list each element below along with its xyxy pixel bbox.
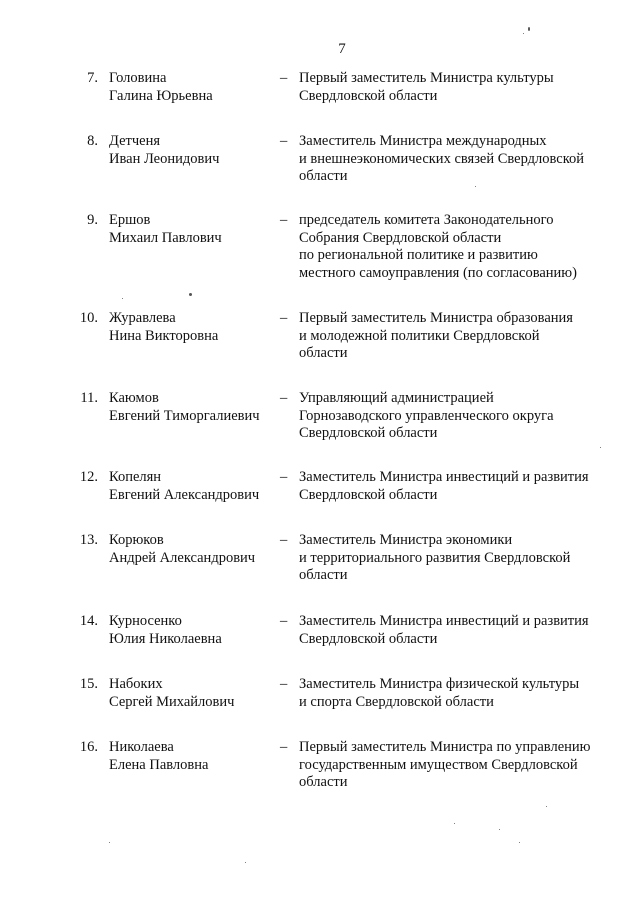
- given-names: Андрей Александрович: [109, 549, 256, 566]
- position-line: по региональной политике и развитию: [299, 247, 538, 263]
- given-names: Елена Павловна: [109, 756, 209, 773]
- person-name: [109, 212, 279, 247]
- scan-speck: [523, 33, 524, 34]
- position-line: и молодежной политики Свердловской: [299, 327, 540, 344]
- position-title: [299, 613, 629, 648]
- person-name: [109, 390, 279, 425]
- position-title: [299, 133, 629, 186]
- item-number: 9.: [87, 212, 98, 228]
- item-number: 12.: [79, 469, 98, 485]
- dash-separator: –: [280, 739, 288, 755]
- given-names: Нина Викторовна: [109, 327, 219, 344]
- scan-speck: [499, 829, 500, 830]
- position-title: [299, 70, 629, 105]
- position-line: области: [299, 168, 348, 184]
- position-line: Первый заместитель Министра культуры: [299, 70, 554, 86]
- item-number: 16.: [79, 739, 98, 755]
- scan-speck: [600, 447, 601, 448]
- position-line: Заместитель Министра международных: [299, 133, 547, 149]
- scan-speck: [546, 806, 547, 807]
- position-title: [299, 212, 629, 282]
- scan-speck: [122, 298, 123, 299]
- position-line: Заместитель Министра физической культуры: [299, 676, 580, 692]
- person-name: [109, 133, 279, 168]
- item-number: 15.: [79, 676, 98, 692]
- position-line: Свердловской области: [299, 486, 438, 503]
- dash-separator: –: [280, 133, 288, 149]
- scan-speck: [245, 862, 246, 863]
- position-line: Свердловской области: [299, 425, 438, 441]
- given-names: Иван Леонидович: [109, 150, 220, 167]
- dash-separator: –: [280, 613, 288, 629]
- item-number: 7.: [87, 70, 98, 86]
- item-number: 14.: [79, 613, 98, 629]
- dash-separator: –: [280, 70, 288, 86]
- position-line: и спорта Свердловской области: [299, 693, 494, 710]
- position-line: Заместитель Министра экономики: [299, 532, 513, 548]
- surname: Ершов: [109, 212, 151, 228]
- surname: Копелян: [109, 469, 162, 485]
- position-line: и внешнеэкономических связей Свердловской: [299, 150, 585, 167]
- dash-separator: –: [280, 469, 288, 485]
- surname: Николаева: [109, 739, 174, 755]
- position-title: [299, 390, 629, 443]
- surname: Головина: [109, 70, 167, 86]
- surname: Каюмов: [109, 390, 159, 406]
- position-line: области: [299, 345, 348, 361]
- given-names: Сергей Михайлович: [109, 693, 235, 710]
- scan-speck: [519, 842, 520, 843]
- position-line: местного самоуправления (по согласованию): [299, 264, 577, 281]
- dash-separator: –: [280, 310, 288, 326]
- item-number: 13.: [79, 532, 98, 548]
- dash-separator: –: [280, 390, 288, 406]
- person-name: [109, 310, 279, 345]
- item-number: 11.: [80, 390, 98, 406]
- given-names: Михаил Павлович: [109, 229, 222, 246]
- dash-separator: –: [280, 532, 288, 548]
- dash-separator: –: [280, 212, 288, 228]
- item-number: 10.: [79, 310, 98, 326]
- person-name: [109, 613, 279, 648]
- position-line: Заместитель Министра инвестиций и развития: [299, 613, 589, 629]
- dash-separator: –: [280, 676, 288, 692]
- scan-speck: [109, 842, 110, 843]
- position-line: Заместитель Министра инвестиций и развития: [299, 469, 589, 485]
- scan-speck: [454, 823, 455, 824]
- surname: Корюков: [109, 532, 164, 548]
- position-line: Свердловской области: [299, 87, 438, 104]
- position-title: [299, 310, 629, 363]
- item-number: 8.: [87, 133, 98, 149]
- given-names: Галина Юрьевна: [109, 87, 213, 104]
- position-line: Горнозаводского управленческого округа: [299, 407, 554, 424]
- given-names: Евгений Александрович: [109, 486, 260, 503]
- person-name: [109, 70, 279, 105]
- position-line: Первый заместитель Министра образования: [299, 310, 573, 326]
- position-line: Первый заместитель Министра по управлению: [299, 739, 591, 755]
- surname: Курносенко: [109, 613, 182, 629]
- position-line: области: [299, 567, 348, 583]
- given-names: Юлия Николаевна: [109, 630, 222, 647]
- position-title: [299, 532, 629, 585]
- position-title: [299, 469, 629, 504]
- position-line: государственным имуществом Свердловской: [299, 756, 578, 773]
- position-title: [299, 676, 629, 711]
- page-number: 7: [338, 41, 346, 57]
- position-line: и территориального развития Свердловской: [299, 549, 571, 566]
- person-name: [109, 739, 279, 774]
- position-line: председатель комитета Законодательного: [299, 212, 554, 228]
- person-name: [109, 532, 279, 567]
- surname: Набоких: [109, 676, 163, 692]
- position-title: [299, 739, 629, 792]
- scan-speck: [528, 27, 530, 31]
- person-name: [109, 676, 279, 711]
- position-line: Свердловской области: [299, 630, 438, 647]
- person-name: [109, 469, 279, 504]
- surname: Журавлева: [109, 310, 176, 326]
- scan-speck: [189, 293, 192, 296]
- position-line: области: [299, 774, 348, 790]
- scan-speck: [475, 186, 476, 187]
- position-line: Собрания Свердловской области: [299, 229, 502, 246]
- surname: Детченя: [109, 133, 160, 149]
- given-names: Евгений Тиморгалиевич: [109, 407, 260, 424]
- position-line: Управляющий администрацией: [299, 390, 494, 406]
